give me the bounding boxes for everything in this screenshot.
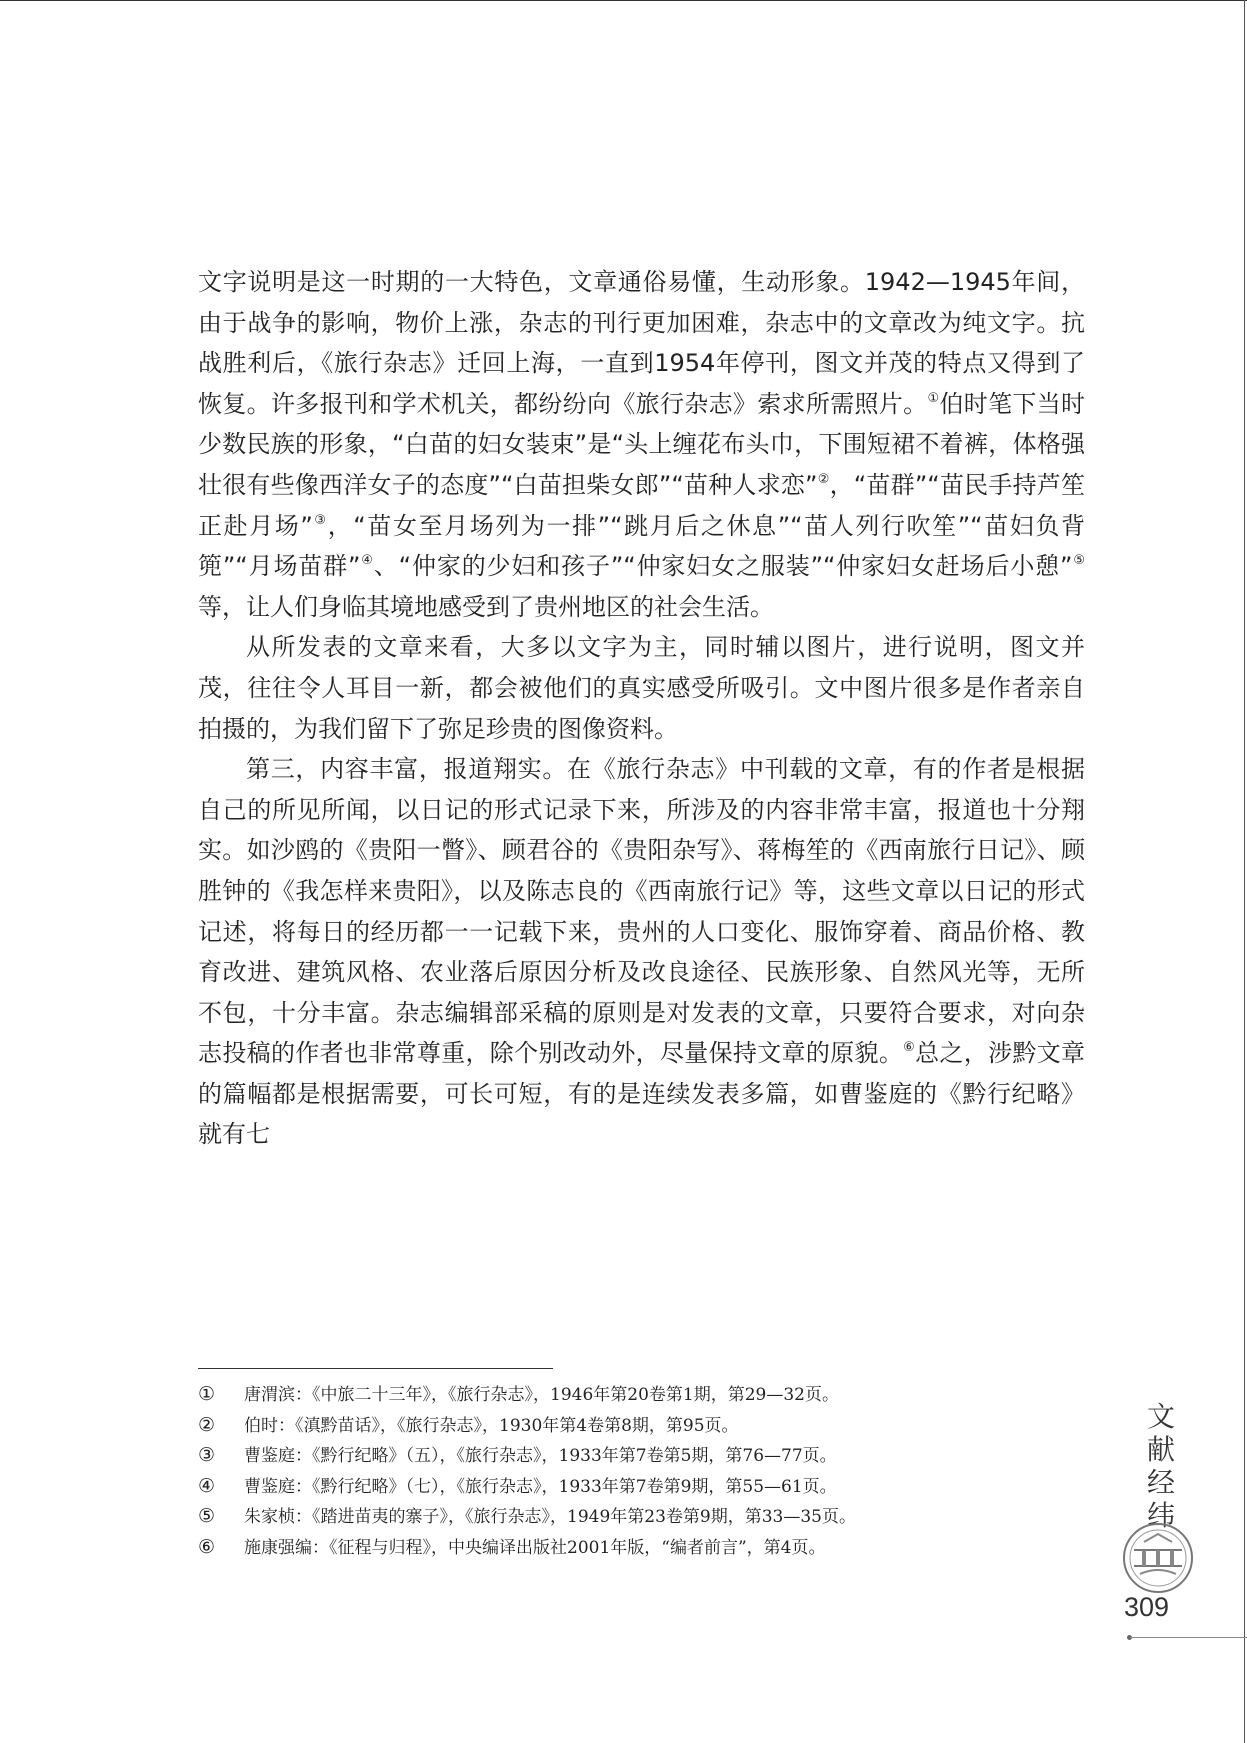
footnote-number: ⑥ — [198, 1535, 216, 1558]
top-border — [0, 0, 1247, 1]
footnote-text: 施康强编：《征程与归程》，中央编译出版社2001年版，“编者前言”，第4页。 — [244, 1537, 826, 1558]
footnote-text: 曹鉴庭：《黔行纪略》（五），《旅行杂志》，1933年第7卷第5期，第76—77页。 — [244, 1446, 837, 1467]
paragraph-3 — [198, 749, 1085, 1155]
paragraph-1-text-e: 、“仲家的少妇和孩子”“仲家妇女之服装”“仲家妇女赶场后小憩” — [373, 552, 1073, 581]
footnote-ref-2: ② — [817, 471, 830, 487]
footnote-number: ② — [198, 1413, 216, 1436]
footnote-number: ④ — [198, 1474, 216, 1497]
footnote-number: ③ — [198, 1444, 216, 1467]
footnote-number: ⑤ — [198, 1505, 216, 1528]
paragraph-1-text-d: ，“苗女至月场列为一排”“跳月后之休息”“苗人列行吹笙”“苗妇负背篼”“月场苗群” — [198, 511, 1086, 581]
bottom-rule — [1130, 1637, 1247, 1638]
paragraph-1-text-b: 伯时笔下当时少数民族的形象，“白苗的妇女装束”是“头上缠花布头巾，下围短裙不着裤，体格强壮很有些像西洋女子的态度”“白苗担柴女郎”“苗种人求恋” — [198, 389, 1086, 499]
footnotes — [198, 1380, 1078, 1564]
paragraph-2: 从所发表的文章来看，大多以文字为主，同时辅以图片，进行说明，图文并茂，往往令人耳目一新，都会被他们的真实感受所吸引。文中图片很多是作者亲自拍摄的，为我们留下了弥足珍贵的图像资料。 — [198, 633, 1085, 743]
footnote-item — [198, 1533, 1078, 1564]
footnote-text: 伯时：《滇黔苗话》，《旅行杂志》，1930年第4卷第8期，第95页。 — [244, 1415, 739, 1436]
section-emblem-icon — [1120, 1520, 1196, 1596]
main-text — [198, 262, 1085, 1155]
right-edge-border — [1244, 0, 1245, 1743]
footnote-number: ① — [198, 1383, 216, 1405]
footnote-item — [198, 1411, 1078, 1442]
paragraph-1-text-c: ，“苗群”“苗民手持芦笙正赴月场” — [198, 470, 1086, 540]
footnote-item — [198, 1380, 1078, 1411]
footnote-text: 曹鉴庭：《黔行纪略》（七），《旅行杂志》，1933年第7卷第9期，第55—61页。 — [244, 1476, 837, 1497]
footnote-ref-6: ⑥ — [903, 1040, 916, 1056]
footnote-separator — [198, 1368, 553, 1369]
section-title-vertical: 文献经纬 — [1146, 1400, 1175, 1532]
footnote-item — [198, 1441, 1078, 1472]
paragraph-3-text-b: 总之，涉黔文章的篇幅都是根据需要，可长可短，有的是连续发表多篇，如曹鉴庭的《黔行纪略》就有七 — [198, 1039, 1086, 1149]
paragraph-1-text-a: 文字说明是这一时期的一大特色，文章通俗易懂，生动形象。1942—1945年间，由于战争的影响，物价上涨，杂志的刊行更加困难，杂志中的文章改为纯文字。抗战胜利后，《旅行杂志》迁回上海，一直到1954年停刊，图文并茂的特点又得到了恢复。许多报刊和学术机关，都纷纷向《旅行杂志》索求所需照片。 — [198, 268, 1085, 418]
footnote-item — [198, 1502, 1078, 1533]
footnote-ref-3: ③ — [312, 512, 328, 528]
paragraph-1 — [198, 262, 1085, 627]
footnote-ref-4: ④ — [360, 553, 374, 569]
footnote-ref-5: ⑤ — [1072, 553, 1085, 569]
footnote-text: 朱家桢：《踏进苗夷的寨子》，《旅行杂志》，1949年第23卷第9期，第33—35页。 — [244, 1507, 856, 1528]
paragraph-3-text-a: 第三，内容丰富，报道翔实。在《旅行杂志》中刊载的文章，有的作者是根据自己的所见所闻，以日记的形式记录下来，所涉及的内容非常丰富，报道也十分翔实。如沙鸥的《贵阳一瞥》、顾君谷的《贵阳杂写》、蒋梅笙的《西南旅行日记》、顾胜钟的《我怎样来贵阳》，以及陈志良的《西南旅行记》等，这些文章以日记的形式记述，将每日的经历都一一记载下来，贵州的人口变化、服饰穿着、商品价格、教育改进、建筑风格、农业落后原因分析及改良途径、民族形象、自然风光等，无所不包，十分丰富。杂志编辑部采稿的原则是对发表的文章，只要符合要求，对向杂志投稿的作者也非常尊重，除个别改动外，尽量保持文章的原貌。 — [198, 755, 1085, 1068]
paragraph-1-text-f: 等，让人们身临其境地感受到了贵州地区的社会生活。 — [198, 592, 774, 621]
footnote-text: 唐渭滨：《中旅二十三年》，《旅行杂志》，1946年第20卷第1期，第29—32页。 — [244, 1385, 839, 1405]
footnote-item — [198, 1472, 1078, 1503]
page-number: 309 — [1124, 1592, 1170, 1622]
footnote-ref-1: ① — [927, 390, 940, 406]
